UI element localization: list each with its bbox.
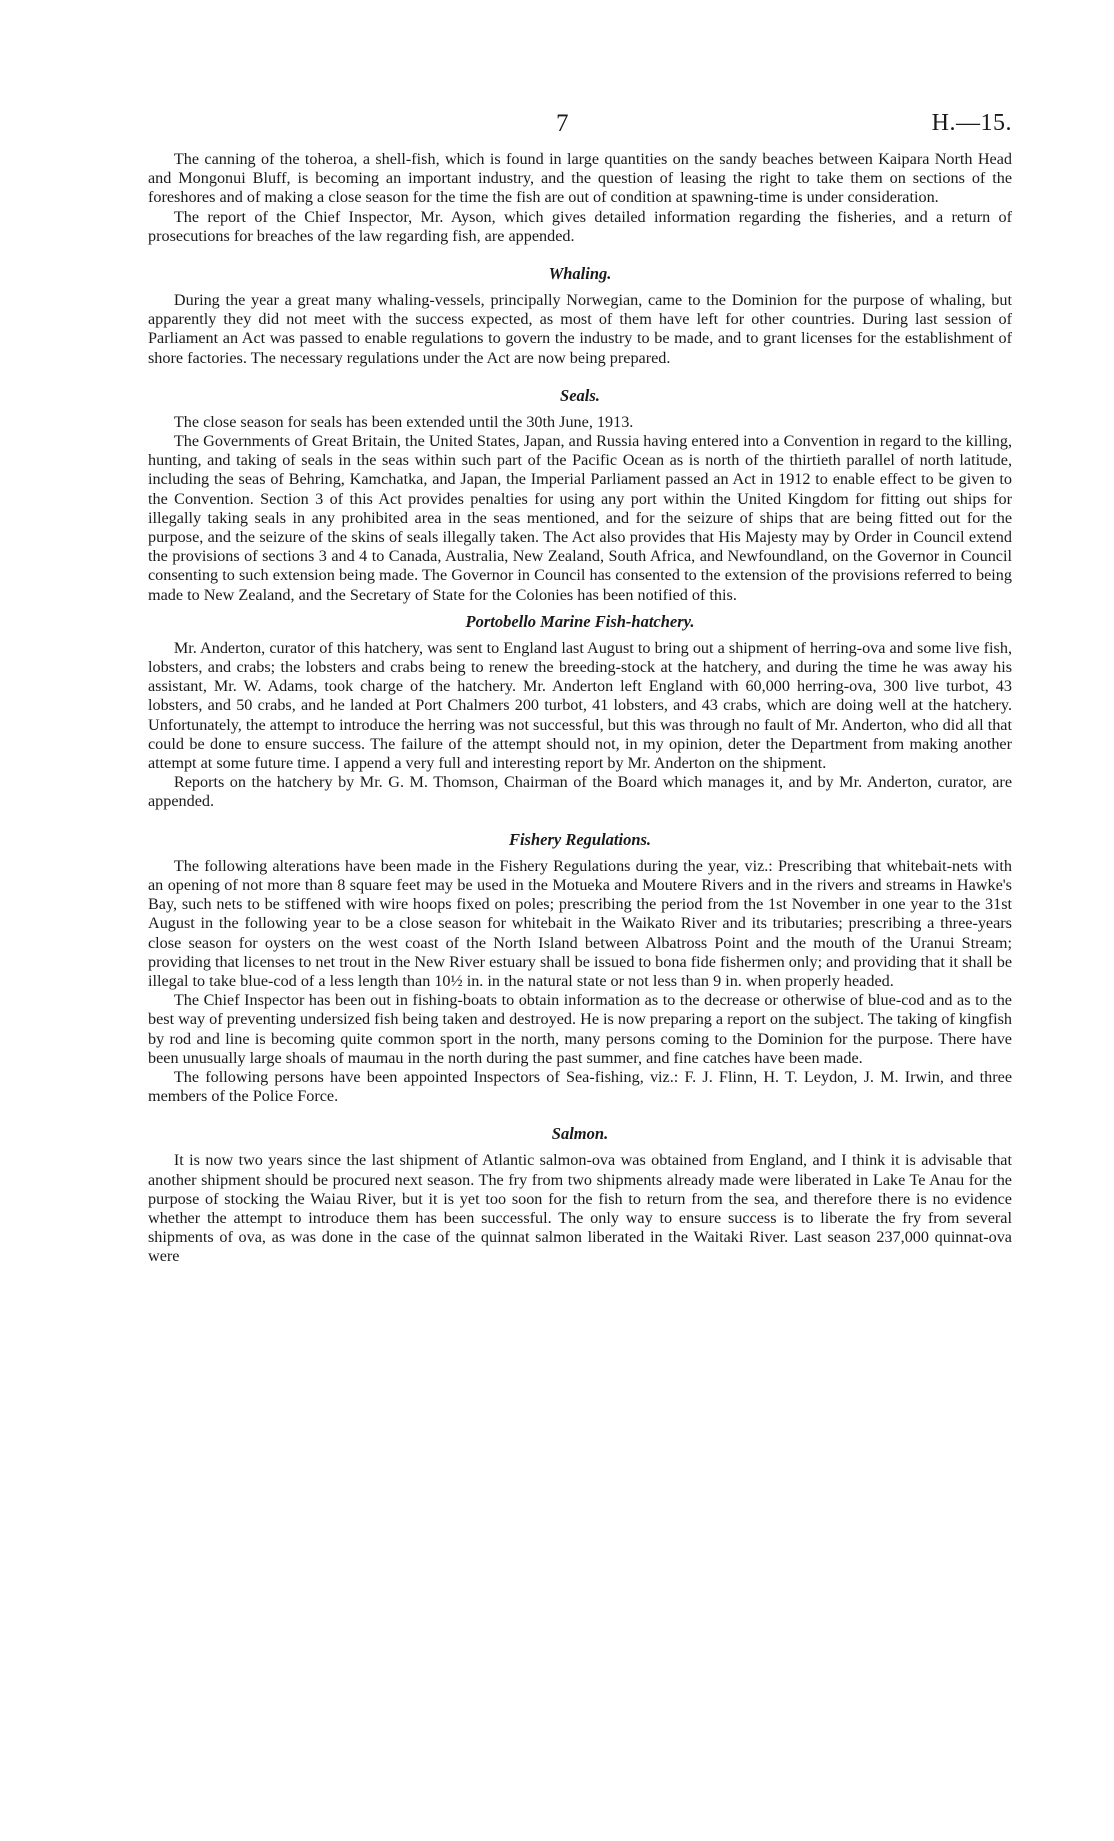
paragraph: The Governments of Great Britain, the United States, Japan, and Russia having entered into a Convention in regard to the killing, hunting, and taking of seals in the seas within such part of the Pacific Ocean as is north of the thirtieth parallel of north latitude, including the seas of Behring, Kamchatka, and Japan, the Imperial Parliament passed an Act in 1912 to enable effect to be given to the Convention. Section 3 of this Act provides penalties for using any port within the United Kingdom for fitting out ships for illegally taking seals in any prohibited area in the seas mentioned, and for the seizure of ships that are being fitted out for the purpose, and the seizure of the skins of seals illegally taken. The Act also provides that His Majesty may by Order in Council extend the provisions of sections 3 and 4 to Canada, Australia, New Zealand, South Africa, and Newfoundland, on the Governor in Council consenting to such extension being made. The Governor in Council has consented to the extension of the provisions referred to being made to New Zealand, and the Secretary of State for the Colonies has been notified of this.: [148, 432, 1012, 604]
section-heading: Salmon.: [551, 1124, 609, 1144]
fishery-regulations-section: [148, 830, 1012, 1107]
intro-section: [148, 150, 1012, 246]
paragraph: During the year a great many whaling-vessels, principally Norwegian, came to the Dominion for the purpose of whaling, but apparently they did not meet with the success expected, as most of them have left for other countries. During last session of Parliament an Act was passed to enable regulations to govern the industry to be made, and to grant licenses for the establishment of shore factories. The necessary regulations under the Act are now being prepared.: [148, 291, 1012, 367]
paragraph: Mr. Anderton, curator of this hatchery, was sent to England last August to bring out a shipment of herring-ova and some live fish, lobsters, and crabs; the lobsters and crabs being to renew the breeding-stock at the hatchery, and during the time he was away his assistant, Mr. W. Adams, took charge of the hatchery. Mr. Anderton left England with 60,000 herring-ova, 300 live turbot, 43 lobsters, and 50 crabs, and he landed at Port Chalmers 200 turbot, 41 lobsters, and 43 crabs, which are doing well at the hatchery. Unfortunately, the attempt to introduce the herring was not successful, but this was through no fault of Mr. Anderton, who did all that could be done to ensure success. The failure of the attempt should not, in my opinion, deter the Department from making another attempt at some future time. I append a very full and interesting report by Mr. Anderton on the shipment.: [148, 638, 1012, 773]
paragraph: The following alterations have been made in the Fishery Regulations during the year, viz.: Prescribing that whitebait-nets with an opening of not more than 8 square feet may be used in the Motueka and Moutere Rivers and in the rivers and streams in Hawke's Bay, such nets to be stiffened with wire hoops fixed on poles; prescribing the period from the 1st November in one year to the 31st August in the following year to be a close season for whitebait in the Waikato River and its tributaries; prescribing a three-years close season for oysters on the west coast of the North Island between Albatross Point and the mouth of the Uranui Stream; providing that licenses to net trout in the New River estuary shall be issued to bona fide fishermen only; and providing that it shall be illegal to take blue-cod of a less length than 10½ in. in the natural state or not less than 9 in. when properly headed.: [148, 856, 1012, 990]
page-reference: H.—15.: [931, 110, 1012, 136]
salmon-section: [148, 1124, 1012, 1266]
whaling-section: [148, 264, 1012, 368]
paragraph: Reports on the hatchery by Mr. G. M. Thomson, Chairman of the Board which manages it, and by Mr. Anderton, curator, are appended.: [148, 773, 1012, 811]
page-header: [148, 110, 1012, 150]
paragraph: The report of the Chief Inspector, Mr. Ayson, which gives detailed information regarding the fisheries, and a return of prosecutions for breaches of the law regarding fish, are appended.: [148, 207, 1012, 245]
portobello-section: [148, 612, 1012, 812]
section-heading: Whaling.: [548, 264, 612, 284]
paragraph: The canning of the toheroa, a shell-fish, which is found in large quantities on the sandy beaches between Kaipara North Head and Mongonui Bluff, is becoming an important industry, and the question of leasing the right to take them on sections of the foreshores and of making a close season for the time the fish are out of condition at spawning-time is under consideration.: [148, 150, 1012, 207]
seals-section: [148, 386, 1012, 605]
section-heading: Seals.: [560, 385, 600, 405]
paragraph: The following persons have been appointed Inspectors of Sea-fishing, viz.: F. J. Flinn, H. T. Leydon, J. M. Irwin, and three members of the Police Force.: [148, 1067, 1012, 1106]
section-heading: Fishery Regulations.: [508, 829, 652, 849]
paragraph: The close season for seals has been extended until the 30th June, 1913.: [173, 412, 634, 431]
section-heading: Portobello Marine Fish-hatchery.: [465, 611, 695, 631]
page-number: 7: [556, 110, 569, 137]
paragraph: It is now two years since the last shipment of Atlantic salmon-ova was obtained from England, and I think it is advisable that another shipment should be procured next season. The fry from two shipments already made were liberated in Lake Te Anau for the purpose of stocking the Waiau River, but it is yet too soon for the fish to return from the sea, and therefore there is no evidence whether the attempt to introduce them has been successful. The only way to ensure success is to liberate the fry from several shipments of ova, as was done in the case of the quinnat salmon liberated in the Waitaki River. Last season 237,000 quinnat-ova were: [148, 1151, 1012, 1266]
paragraph: The Chief Inspector has been out in fishing-boats to obtain information as to the decrease or otherwise of blue-cod and as to the best way of preventing undersized fish being taken and destroyed. He is now preparing a report on the subject. The taking of kingfish by rod and line is becoming quite common sport in the north, many persons coming to the Dominion for the purpose. There have been unusually large shoals of maumau in the north during the past summer, and fine catches have been made.: [148, 991, 1012, 1067]
